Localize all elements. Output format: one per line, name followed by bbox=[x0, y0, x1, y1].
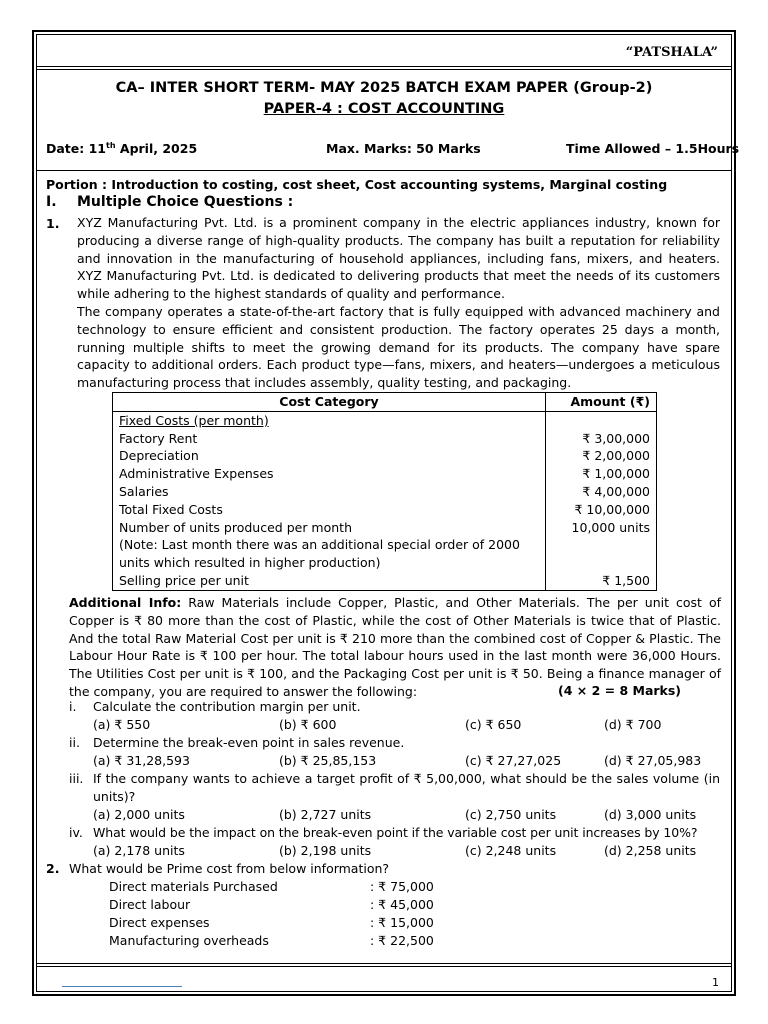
option: (d) ₹ 700 bbox=[604, 717, 662, 732]
cell-category: units which resulted in higher production) bbox=[113, 554, 546, 572]
cell-amount: ₹ 4,00,000 bbox=[546, 483, 657, 501]
subq-number: iii. bbox=[69, 771, 84, 786]
table-header-row bbox=[113, 393, 657, 412]
brand-name: “PATSHALA” bbox=[625, 45, 718, 60]
cell-category: Fixed Costs (per month) bbox=[113, 411, 546, 429]
q2-text: What would be Prime cost from below information? bbox=[69, 861, 390, 876]
table-row bbox=[113, 554, 657, 572]
option: (d) ₹ 27,05,983 bbox=[604, 753, 702, 768]
option: (a) 2,000 units bbox=[93, 807, 185, 822]
header-divider-2 bbox=[36, 69, 732, 70]
max-marks: Max. Marks: 50 Marks bbox=[326, 141, 481, 156]
prime-cost-value: : ₹ 15,000 bbox=[370, 915, 434, 930]
option: (c) ₹ 27,27,025 bbox=[465, 753, 562, 768]
exam-date: Date: 11th April, 2025 bbox=[46, 141, 198, 157]
cell-category: Factory Rent bbox=[113, 430, 546, 448]
q1-paragraph-1: XYZ Manufacturing Pvt. Ltd. is a prominent company in the electric appliances industry, known for producing a diverse range of high-quality products. The company has built a reputation for reliability and innovation in the manufacturing of household appliances, including fans, mixers, and heaters. XYZ Manufacturing Pvt. Ltd. is dedicated to delivering products that meet the needs of its customers while adhering to the highest standards of quality and performance. bbox=[77, 215, 720, 302]
table-row bbox=[113, 536, 657, 554]
subq-number: i. bbox=[69, 699, 77, 714]
section-number: I. bbox=[46, 194, 57, 210]
prime-cost-label: Direct expenses bbox=[109, 915, 210, 930]
subq-text: If the company wants to achieve a target profit of ₹ 5,00,000, what should be the sales volume (in bbox=[93, 771, 720, 786]
subq-text: Calculate the contribution margin per unit. bbox=[93, 699, 361, 714]
table-row bbox=[113, 411, 657, 429]
footer-link-line bbox=[62, 986, 182, 987]
table-row bbox=[113, 572, 657, 590]
cell-category: (Note: Last month there was an additional special order of 2000 bbox=[113, 536, 546, 554]
header-divider bbox=[36, 66, 732, 67]
cell-category: Total Fixed Costs bbox=[113, 501, 546, 519]
cell-amount: ₹ 10,00,000 bbox=[546, 501, 657, 519]
portion: Portion : Introduction to costing, cost sheet, Cost accounting systems, Marginal costing bbox=[46, 177, 668, 192]
question-number: 2. bbox=[46, 861, 60, 876]
option: (b) ₹ 600 bbox=[279, 717, 337, 732]
cell-amount bbox=[546, 411, 657, 429]
table-row bbox=[113, 519, 657, 537]
additional-info-label: Additional Info: bbox=[69, 595, 182, 610]
table-row bbox=[113, 501, 657, 519]
option: (b) ₹ 25,85,153 bbox=[279, 753, 377, 768]
option: (c) 2,248 units bbox=[465, 843, 557, 858]
table-row bbox=[113, 465, 657, 483]
option: (c) ₹ 650 bbox=[465, 717, 522, 732]
cell-amount: ₹ 1,00,000 bbox=[546, 465, 657, 483]
prime-cost-value: : ₹ 45,000 bbox=[370, 897, 434, 912]
section-title: Multiple Choice Questions : bbox=[77, 194, 294, 210]
cell-amount: ₹ 1,500 bbox=[546, 572, 657, 590]
prime-cost-label: Direct materials Purchased bbox=[109, 879, 278, 894]
additional-info-text: Raw Materials include Copper, Plastic, and Other Materials. The per unit cost of Copper is ₹ 80 more than the cost of Plastic, while the cost of Other Materials is twice that of Plastic. And the total Raw Material Cost per unit is ₹ 210 more than the combined cost of Copper & Plastic. The Labour Hour Rate is ₹ 100 per hour. The total labour hours used in the last month were 36,000 Hours. The Utilities Cost per unit is ₹ 100, and the Packaging Cost per unit is ₹ 50. Being a finance manager of the company, you are required to answer the following: bbox=[69, 595, 721, 699]
option: (a) ₹ 31,28,593 bbox=[93, 753, 190, 768]
prime-cost-label: Manufacturing overheads bbox=[109, 933, 269, 948]
prime-cost-value: : ₹ 75,000 bbox=[370, 879, 434, 894]
cell-amount bbox=[546, 536, 657, 554]
marks-allocation: (4 × 2 = 8 Marks) bbox=[558, 683, 682, 698]
cell-category: Administrative Expenses bbox=[113, 465, 546, 483]
option: (d) 3,000 units bbox=[604, 807, 697, 822]
question-number: 1. bbox=[46, 216, 60, 231]
cell-amount: ₹ 2,00,000 bbox=[546, 447, 657, 465]
cell-category: Selling price per unit bbox=[113, 572, 546, 590]
footer-divider bbox=[36, 963, 732, 964]
table-row bbox=[113, 447, 657, 465]
option: (b) 2,727 units bbox=[279, 807, 372, 822]
subq-number: iv. bbox=[69, 825, 83, 840]
subq-text-continued: units)? bbox=[93, 789, 136, 804]
time-allowed: Time Allowed – 1.5Hours bbox=[566, 141, 740, 156]
cell-category: Depreciation bbox=[113, 447, 546, 465]
cell-amount: 10,000 units bbox=[546, 519, 657, 537]
paper-title: PAPER-4 : COST ACCOUNTING bbox=[263, 101, 505, 117]
cost-table bbox=[112, 392, 657, 591]
option: (c) 2,750 units bbox=[465, 807, 557, 822]
cell-amount bbox=[546, 554, 657, 572]
option: (d) 2,258 units bbox=[604, 843, 697, 858]
exam-title: CA– INTER SHORT TERM- MAY 2025 BATCH EXAM PAPER (Group-2) bbox=[115, 80, 653, 96]
meta-divider bbox=[36, 170, 732, 171]
prime-cost-value: : ₹ 22,500 bbox=[370, 933, 434, 948]
footer-divider-2 bbox=[36, 966, 732, 967]
subq-number: ii. bbox=[69, 735, 80, 750]
table-header-amount: Amount (₹) bbox=[546, 393, 657, 412]
table-row bbox=[113, 483, 657, 501]
prime-cost-label: Direct labour bbox=[109, 897, 191, 912]
option: (b) 2,198 units bbox=[279, 843, 372, 858]
q1-paragraph-2: The company operates a state-of-the-art factory that is fully equipped with advanced machinery and technology to ensure efficient and consistent production. The factory operates 25 days a month, running multiple shifts to meet the growing demand for its products. The company have spare capacity to additional orders. Each product type—fans, mixers, and heaters—undergoes a meticulous manufacturing process that includes assembly, quality testing, and packaging. bbox=[77, 304, 720, 391]
subq-text: Determine the break-even point in sales revenue. bbox=[93, 735, 405, 750]
table-row bbox=[113, 430, 657, 448]
option: (a) 2,178 units bbox=[93, 843, 185, 858]
option: (a) ₹ 550 bbox=[93, 717, 151, 732]
cell-amount: ₹ 3,00,000 bbox=[546, 430, 657, 448]
subq-text: What would be the impact on the break-even point if the variable cost per unit increases by 10%? bbox=[93, 825, 698, 840]
cell-category: Salaries bbox=[113, 483, 546, 501]
table-header-category: Cost Category bbox=[113, 393, 546, 412]
page-number: 1 bbox=[712, 976, 719, 989]
cell-category: Number of units produced per month bbox=[113, 519, 546, 537]
